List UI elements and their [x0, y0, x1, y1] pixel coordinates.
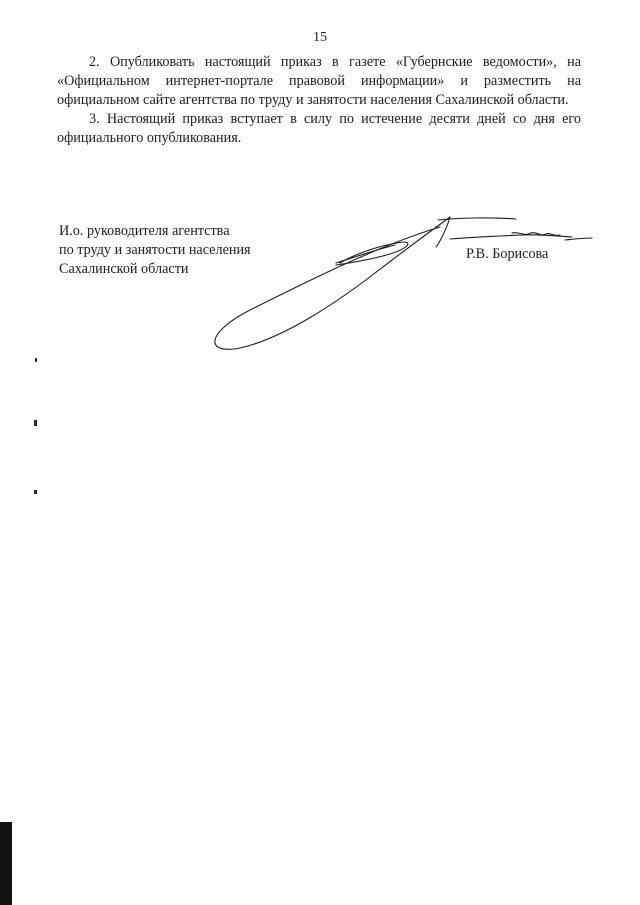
- handwritten-signature: [200, 205, 610, 365]
- scan-speck: [34, 420, 37, 426]
- paragraph-effective-date: 3. Настоящий приказ вступает в силу по истечение десяти дней со дня его официального опубликования.: [57, 111, 581, 146]
- signatory-title-line: И.о. руководителя агентства: [59, 223, 230, 239]
- signer-name: Р.В. Борисова: [466, 246, 549, 262]
- scan-binding-edge: [0, 822, 12, 905]
- signatory-title-line: по труду и занятости населения: [59, 242, 251, 258]
- scan-speck: [35, 358, 37, 362]
- signatory-title-line: Сахалинской области: [59, 261, 189, 277]
- order-text: [57, 53, 581, 148]
- page-number: 15: [313, 30, 327, 45]
- paragraph-publish: 2. Опубликовать настоящий приказ в газете «Губернские ведомости», на «Официальном интернет-портале правовой информации» и разместить на официальном сайте агентства по труду и занятости населения Сахалинской области.: [57, 54, 581, 108]
- scan-speck: [34, 490, 37, 494]
